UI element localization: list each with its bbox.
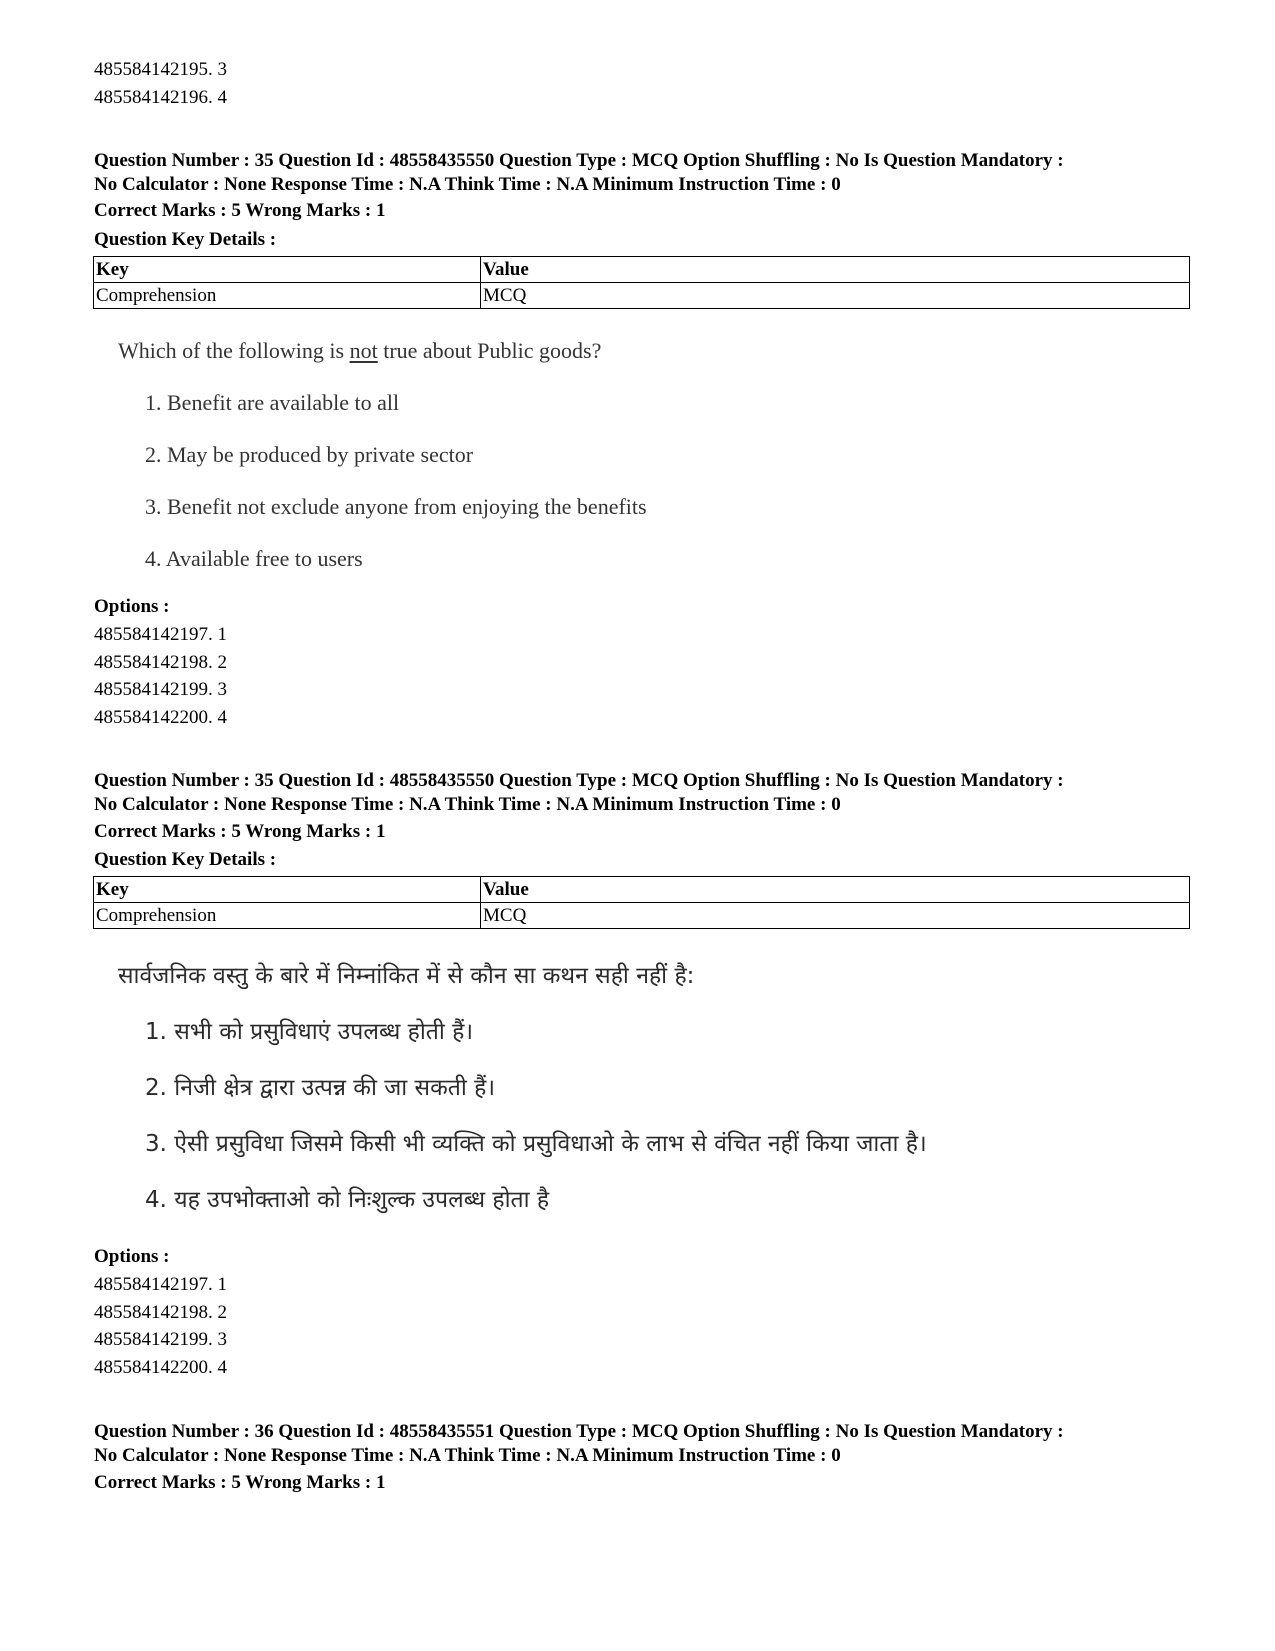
marks-line: Correct Marks : 5 Wrong Marks : 1 <box>94 200 386 221</box>
option-line: 485584142197. 1 <box>94 1274 227 1295</box>
table-header-row <box>94 257 1190 283</box>
marks-line: Correct Marks : 5 Wrong Marks : 1 <box>94 821 386 842</box>
question-meta <box>94 149 1194 197</box>
option-line: 485584142199. 3 <box>94 679 227 700</box>
meta-line: No Calculator : None Response Time : N.A Think Time : N.A Minimum Instruction Time : 0 <box>94 794 841 815</box>
table-header-row <box>94 877 1190 903</box>
table-cell-value: MCQ <box>481 283 1190 309</box>
answer-choice: 3. ऐसी प्रसुविधा जिसमे किसी भी व्यक्ति को प्रसुविधाओ के लाभ से वंचित नहीं किया जाता है। <box>145 1131 927 1157</box>
table-header-key: Key <box>94 877 481 903</box>
meta-line: Question Number : 35 Question Id : 48558435550 Question Type : MCQ Option Shuffling : No Is Question Mandatory : <box>94 770 1064 791</box>
key-details-table <box>93 256 1190 309</box>
question-underlined-word: not <box>349 338 378 363</box>
table-header-value: Value <box>481 877 1190 903</box>
answer-choice: 2. May be produced by private sector <box>145 442 474 467</box>
meta-line: No Calculator : None Response Time : N.A Think Time : N.A Minimum Instruction Time : 0 <box>94 174 841 195</box>
answer-choice: 4. यह उपभोक्ताओ को निःशुल्क उपलब्ध होता है <box>145 1187 550 1213</box>
table-row <box>94 283 1190 309</box>
answer-choice: 1. Benefit are available to all <box>145 390 400 415</box>
table-cell-key: Comprehension <box>94 903 481 929</box>
table-row <box>94 903 1190 929</box>
meta-line: Question Number : 36 Question Id : 48558435551 Question Type : MCQ Option Shuffling : No Is Question Mandatory : <box>94 1421 1064 1442</box>
option-line: 485584142200. 4 <box>94 707 227 728</box>
question-text <box>118 337 601 365</box>
answer-choice: 2. निजी क्षेत्र द्वारा उत्पन्न की जा सकती हैं। <box>145 1075 496 1101</box>
key-details-label: Question Key Details : <box>94 229 277 250</box>
marks-line: Correct Marks : 5 Wrong Marks : 1 <box>94 1472 386 1493</box>
key-details-table <box>93 876 1190 929</box>
table-header-value: Value <box>481 257 1190 283</box>
question-text: सार्वजनिक वस्तु के बारे में निम्नांकित में से कौन सा कथन सही नहीं है: <box>118 963 695 989</box>
answer-choice: 1. सभी को प्रसुविधाएं उपलब्ध होती हैं। <box>145 1019 474 1045</box>
option-line: 485584142195. 3 <box>94 59 227 80</box>
answer-choice: 4. Available free to users <box>145 546 363 571</box>
option-line: 485584142200. 4 <box>94 1357 227 1378</box>
question-text-part: Which of the following is <box>118 338 350 363</box>
table-cell-key: Comprehension <box>94 283 481 309</box>
key-details-label: Question Key Details : <box>94 849 277 870</box>
option-line: 485584142197. 1 <box>94 624 227 645</box>
option-line: 485584142198. 2 <box>94 652 227 673</box>
meta-line: No Calculator : None Response Time : N.A Think Time : N.A Minimum Instruction Time : 0 <box>94 1445 841 1466</box>
table-cell-value: MCQ <box>481 903 1190 929</box>
option-line: 485584142199. 3 <box>94 1329 227 1350</box>
option-line: 485584142198. 2 <box>94 1302 227 1323</box>
table-header-key: Key <box>94 257 481 283</box>
meta-line: Question Number : 35 Question Id : 48558435550 Question Type : MCQ Option Shuffling : No Is Question Mandatory : <box>94 150 1064 171</box>
question-meta <box>94 769 1194 817</box>
option-line: 485584142196. 4 <box>94 87 227 108</box>
answer-choice: 3. Benefit not exclude anyone from enjoying the benefits <box>145 494 647 519</box>
options-label: Options : <box>94 1246 170 1267</box>
question-meta <box>94 1420 1194 1468</box>
options-label: Options : <box>94 596 170 617</box>
question-text-part: true about Public goods? <box>377 338 602 363</box>
